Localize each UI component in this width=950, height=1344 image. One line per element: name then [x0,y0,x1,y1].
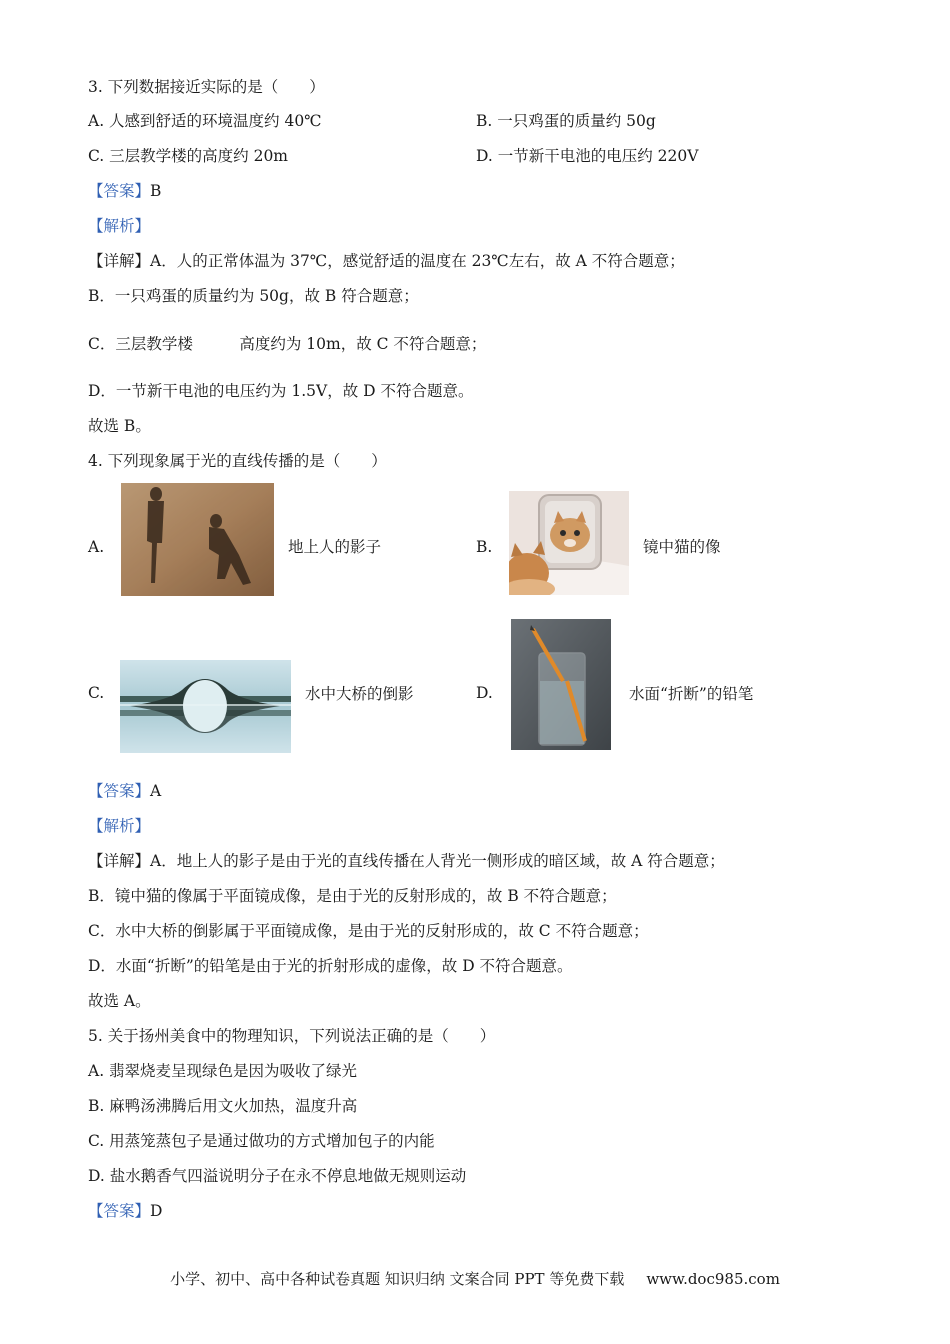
bridge-reflection-photo-icon [120,660,291,753]
q4-stem: 4. 下列现象属于光的直线传播的是（ ） [88,452,387,470]
q5-option-d: D. 盐水鹅香气四溢说明分子在永不停息地做无规则运动 [88,1167,467,1185]
page-footer [0,1269,950,1289]
q3-detail-b: B．一只鸡蛋的质量约为 50g，故 B 符合题意； [88,287,419,305]
q4-analysis-tag: 【解析】 [88,817,151,835]
q3-option-b: B. 一只鸡蛋的质量约 50g [476,112,656,130]
q3-answer [88,181,161,201]
detail-tag: 【详解】 [88,252,151,270]
shadow-photo-icon [121,483,274,596]
answer-tag: 【答案】 [88,782,151,800]
q4-option-a-letter: A. [88,538,105,556]
q4-option-d-letter: D. [476,684,493,702]
footer-text: 小学、初中、高中各种试卷真题 知识归纳 文案合同 PPT 等免费下载 [170,1270,625,1288]
answer-tag: 【答案】 [88,182,151,200]
q4-option-c-caption: 水中大桥的倒影 [305,685,414,703]
q3-option-c: C. 三层教学楼的高度约 20m [88,147,289,165]
q3-detail-a [88,251,685,271]
detail-text: A．地上人的影子是由于光的直线传播在人背光一侧形成的暗区域，故 A 符合题意； [150,852,725,870]
q3-stem: 3. 下列数据接近实际的是（ ） [88,78,325,96]
q4-option-d-caption: 水面“折断”的铅笔 [629,685,754,703]
q5-option-b: B. 麻鸭汤沸腾后用文火加热，温度升高 [88,1097,358,1115]
q5-answer [88,1201,162,1221]
q4-option-b-letter: B. [476,538,493,556]
q4-detail-b: B．镜中猫的像属于平面镜成像，是由于光的反射形成的，故 B 不符合题意； [88,887,617,905]
q4-detail-d: D．水面“折断”的铅笔是由于光的折射形成的虚像，故 D 不符合题意。 [88,957,573,975]
q5-option-c: C. 用蒸笼蒸包子是通过做功的方式增加包子的内能 [88,1132,435,1150]
q4-option-b-caption: 镜中猫的像 [643,538,721,556]
q3-option-d: D. 一节新干电池的电压约 220V [476,147,699,165]
q4-option-a-caption: 地上人的影子 [288,538,382,556]
q3-conclusion: 故选 B。 [88,417,151,435]
detail-tag: 【详解】 [88,852,151,870]
q5-option-a: A. 翡翠烧麦呈现绿色是因为吸收了绿光 [88,1062,358,1080]
answer-tag: 【答案】 [88,1202,151,1220]
footer-site-link[interactable]: www.doc985.com [646,1270,780,1288]
q4-detail-c: C．水中大桥的倒影属于平面镜成像，是由于光的反射形成的，故 C 不符合题意； [88,922,649,940]
pencil-in-water-photo-icon [511,619,611,750]
q5-stem: 5. 关于扬州美食中的物理知识，下列说法正确的是（ ） [88,1027,496,1045]
answer-value: B [150,182,162,200]
q3-analysis-tag: 【解析】 [88,217,151,235]
q3-option-a: A. 人感到舒适的环境温度约 40℃ [88,112,322,130]
answer-value: A [150,782,162,800]
detail-text: A．人的正常体温为 37℃，感觉舒适的温度在 23℃左右，故 A 不符合题意； [150,252,685,270]
q3-detail-c: C．三层教学楼 高度约为 10m，故 C 不符合题意； [88,335,487,353]
q4-detail-a [88,851,725,871]
answer-value: D [150,1202,163,1220]
q4-conclusion: 故选 A。 [88,992,151,1010]
q4-answer [88,781,161,801]
q4-option-c-letter: C. [88,684,105,702]
mirror-cat-photo-icon [509,491,629,595]
q3-detail-d: D．一节新干电池的电压约为 1.5V，故 D 不符合题意。 [88,382,474,400]
